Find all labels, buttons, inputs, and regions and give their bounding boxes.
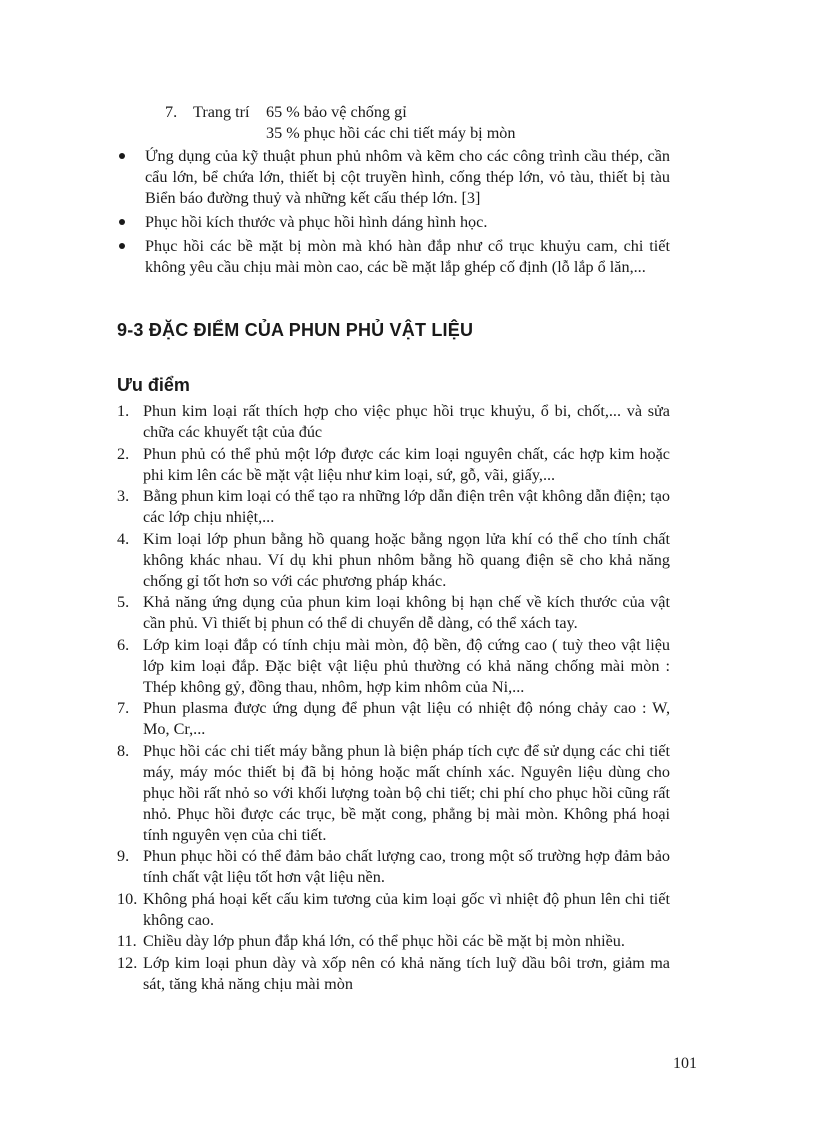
list-text: Phun plasma được ứng dụng để phun vật liệu có nhiệt độ nóng chảy cao : W, Mo, Cr,...: [143, 699, 670, 738]
bullet-icon: [119, 219, 125, 225]
bullet-text: Phục hồi kích thước và phục hồi hình dáng hình học.: [145, 213, 488, 231]
list-item: [117, 698, 670, 740]
list-number: 9.: [117, 847, 130, 865]
list-number: 11.: [117, 932, 137, 950]
list-number: 6.: [117, 635, 130, 654]
item-label: Trang trí: [193, 103, 250, 121]
list-text: Lớp kim loại đắp có tính chịu mài mòn, độ bền, độ cứng cao ( tuỳ theo vật liệu lớp kim loại đắp. Đặc biệt vật liệu phủ thường có khả năng chống mài mòn : Thép không gỷ, đồng thau, nhôm, hợp kim nhôm của Ni,...: [143, 635, 670, 696]
list-text: Bằng phun kim loại có thể tạo ra những lớp dẫn điện trên vật không dẫn điện; tạo các lớp chịu nhiệt,...: [143, 487, 670, 526]
list-number: 10.: [117, 889, 138, 908]
list-item: [117, 401, 670, 443]
list-number: 7.: [117, 699, 130, 717]
top-list-item-7: [165, 102, 665, 144]
list-item: [117, 444, 670, 486]
bullet-item: [117, 236, 670, 278]
list-text: Lớp kim loại phun dày và xốp nên có khả năng tích luỹ dầu bôi trơn, giảm ma sát, tăng khả năng chịu mài mòn: [143, 953, 670, 993]
list-text: Phục hồi các chi tiết máy bằng phun là biện pháp tích cực để sử dụng các chi tiết máy, máy móc thiết bị đã bị hỏng hoặc mất chính xác. Nguyên liệu dùng cho phục hồi rất nhỏ so với khối lượng toàn bộ chi tiết; chi phí cho phục hồi cũng rất nhỏ. Phục hồi được các trục, bề mặt cong, phẳng bị mài mòn. Không phá hoại tính nguyên vẹn của chi tiết.: [143, 741, 670, 844]
list-number: 2.: [117, 444, 130, 463]
list-number: 3.: [117, 487, 130, 505]
list-number: 12.: [117, 953, 138, 972]
list-text: Phun phục hồi có thể đảm bảo chất lượng cao, trong một số trường hợp đảm bảo tính chất vật liệu tốt hơn vật liệu nền.: [143, 847, 670, 886]
bullet-text: Ứng dụng của kỹ thuật phun phủ nhôm và kẽm cho các công trình cầu thép, cần cẩu lớn, bể chứa lớn, thiết bị cột truyền hình, cống thép lớn, vỏ tàu, thiết bị tàu Biển báo đường thuỷ và những kết cấu thép lớn. [3]: [145, 147, 670, 207]
bullet-item: [117, 212, 670, 233]
list-number: 4.: [117, 529, 130, 548]
list-item: [117, 592, 670, 634]
bullet-icon: [119, 153, 125, 159]
list-text: Chiều dày lớp phun đắp khá lớn, có thể phục hồi các bề mặt bị mòn nhiều.: [143, 932, 625, 950]
list-item: [117, 953, 670, 995]
list-item: [117, 486, 670, 528]
list-text: Không phá hoại kết cấu kim tương của kim loại gốc vì nhiệt độ phun lên chi tiết không cao.: [143, 889, 670, 929]
list-text: Phun phủ có thể phủ một lớp được các kim loại nguyên chất, các hợp kim hoặc phi kim lên các bề mặt vật liệu như kim loại, sứ, gỗ, vãi, giấy,...: [143, 444, 670, 484]
list-number: 5.: [117, 593, 130, 611]
bullet-icon: [119, 243, 125, 249]
list-item: [117, 889, 670, 931]
list-number: 1.: [117, 402, 130, 420]
list-number: 8.: [117, 741, 130, 760]
list-text: Kim loại lớp phun bằng hồ quang hoặc bằng ngọn lửa khí có thể cho tính chất không khác nhau. Ví dụ khi phun nhôm bằng hồ quang điện sẽ cho khả năng chống gỉ tốt hơn so với các phương pháp khác.: [143, 529, 670, 590]
bullet-list: [117, 146, 670, 281]
bullet-item: [117, 146, 670, 209]
list-text: Khả năng ứng dụng của phun kim loại không bị hạn chế về kích thước của vật cần phủ. Vì thiết bị phun có thể di chuyển dễ dàng, có thể xách tay.: [143, 593, 670, 632]
list-item: [117, 931, 670, 952]
list-text: Phun kim loại rất thích hợp cho việc phục hồi trục khuỷu, ổ bi, chốt,... và sửa chữa các khuyết tật của đúc: [143, 402, 670, 441]
item-line-2: 35 % phục hồi các chi tiết máy bị mòn: [266, 124, 516, 142]
list-item: [117, 635, 670, 698]
bullet-text: Phục hồi các bề mặt bị mòn mà khó hàn đắp như cổ trục khuỷu cam, chi tiết không yêu cầu chịu mài mòn cao, các bề mặt lắp ghép cố định (lỗ lắp ổ lăn,...: [145, 237, 670, 276]
advantages-list: [117, 401, 670, 995]
list-item: [117, 846, 670, 888]
item-number: 7.: [165, 103, 178, 121]
page-number: 101: [673, 1055, 697, 1072]
section-heading: 9-3 ĐẶC ĐIỂM CỦA PHUN PHỦ VẬT LIỆU: [117, 320, 474, 340]
list-item: [117, 741, 670, 846]
item-line-1: 65 % bảo vệ chống gỉ: [266, 103, 407, 121]
subsection-heading: Ưu điểm: [117, 375, 190, 395]
list-item: [117, 529, 670, 592]
